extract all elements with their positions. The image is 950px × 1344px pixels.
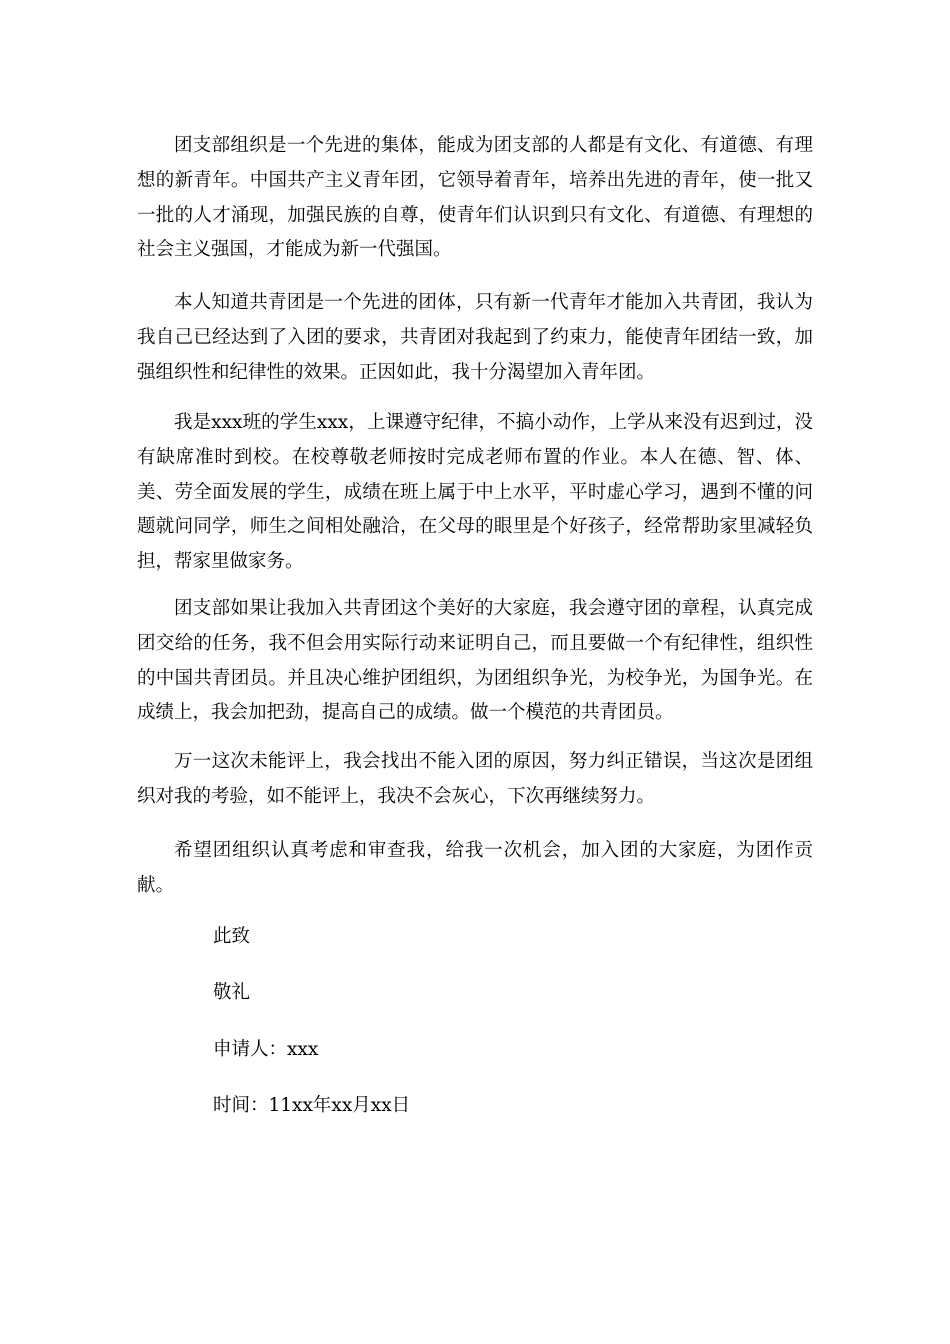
body-paragraph-5: 万一这次未能评上，我会找出不能入团的原因，努力纠正错误，当这次是团组织对我的考验，如不能评上，我决不会灰心，下次再继续努力。 <box>137 751 813 807</box>
date-line: 时间：11xx年xx月xx日 <box>213 1095 411 1116</box>
body-paragraph-6: 希望团组织认真考虑和审查我，给我一次机会，加入团的大家庭，为团作贡献。 <box>137 840 813 896</box>
body-paragraph-1: 团支部组织是一个先进的集体，能成为团支部的人都是有文化、有道德、有理想的新青年。中国共产主义青年团，它领导着青年，培养出先进的青年，使一批又一批的人才涌现，加强民族的自尊，使青年们认识到只有文化、有道德、有理想的社会主义强国，才能成为新一代强国。 <box>137 135 813 261</box>
body-paragraph-2: 本人知道共青团是一个先进的团体，只有新一代青年才能加入共青团，我认为我自己已经达到了入团的要求，共青团对我起到了约束力，能使青年团结一致，加强组织性和纪律性的效果。正因如此，我十分渴望加入青年团。 <box>137 292 813 383</box>
body-paragraph-4: 团支部如果让我加入共青团这个美好的大家庭，我会遵守团的章程，认真完成团交给的任务，我不但会用实际行动来证明自己，而且要做一个有纪律性，组织性的中国共青团员。并且决心维护团组织，为团组织争光，为校争光，为国争光。在成绩上，我会加把劲，提高自己的成绩。做一个模范的共青团员。 <box>137 598 813 724</box>
body-paragraph-3: 我是xxx班的学生xxx，上课遵守纪律，不搞小动作，上学从来没有迟到过，没有缺席准时到校。在校尊敬老师按时完成老师布置的作业。本人在德、智、体、美、劳全面发展的学生，成绩在班上属于中上水平，平时虚心学习，遇到不懂的问题就问同学，师生之间相处融洽，在父母的眼里是个好孩子，经常帮助家里减轻负担，帮家里做家务。 <box>137 412 813 573</box>
closing-line: 此致 <box>213 926 251 947</box>
applicant-line: 申请人：xxx <box>213 1039 319 1060</box>
salute-line: 敬礼 <box>213 982 251 1003</box>
